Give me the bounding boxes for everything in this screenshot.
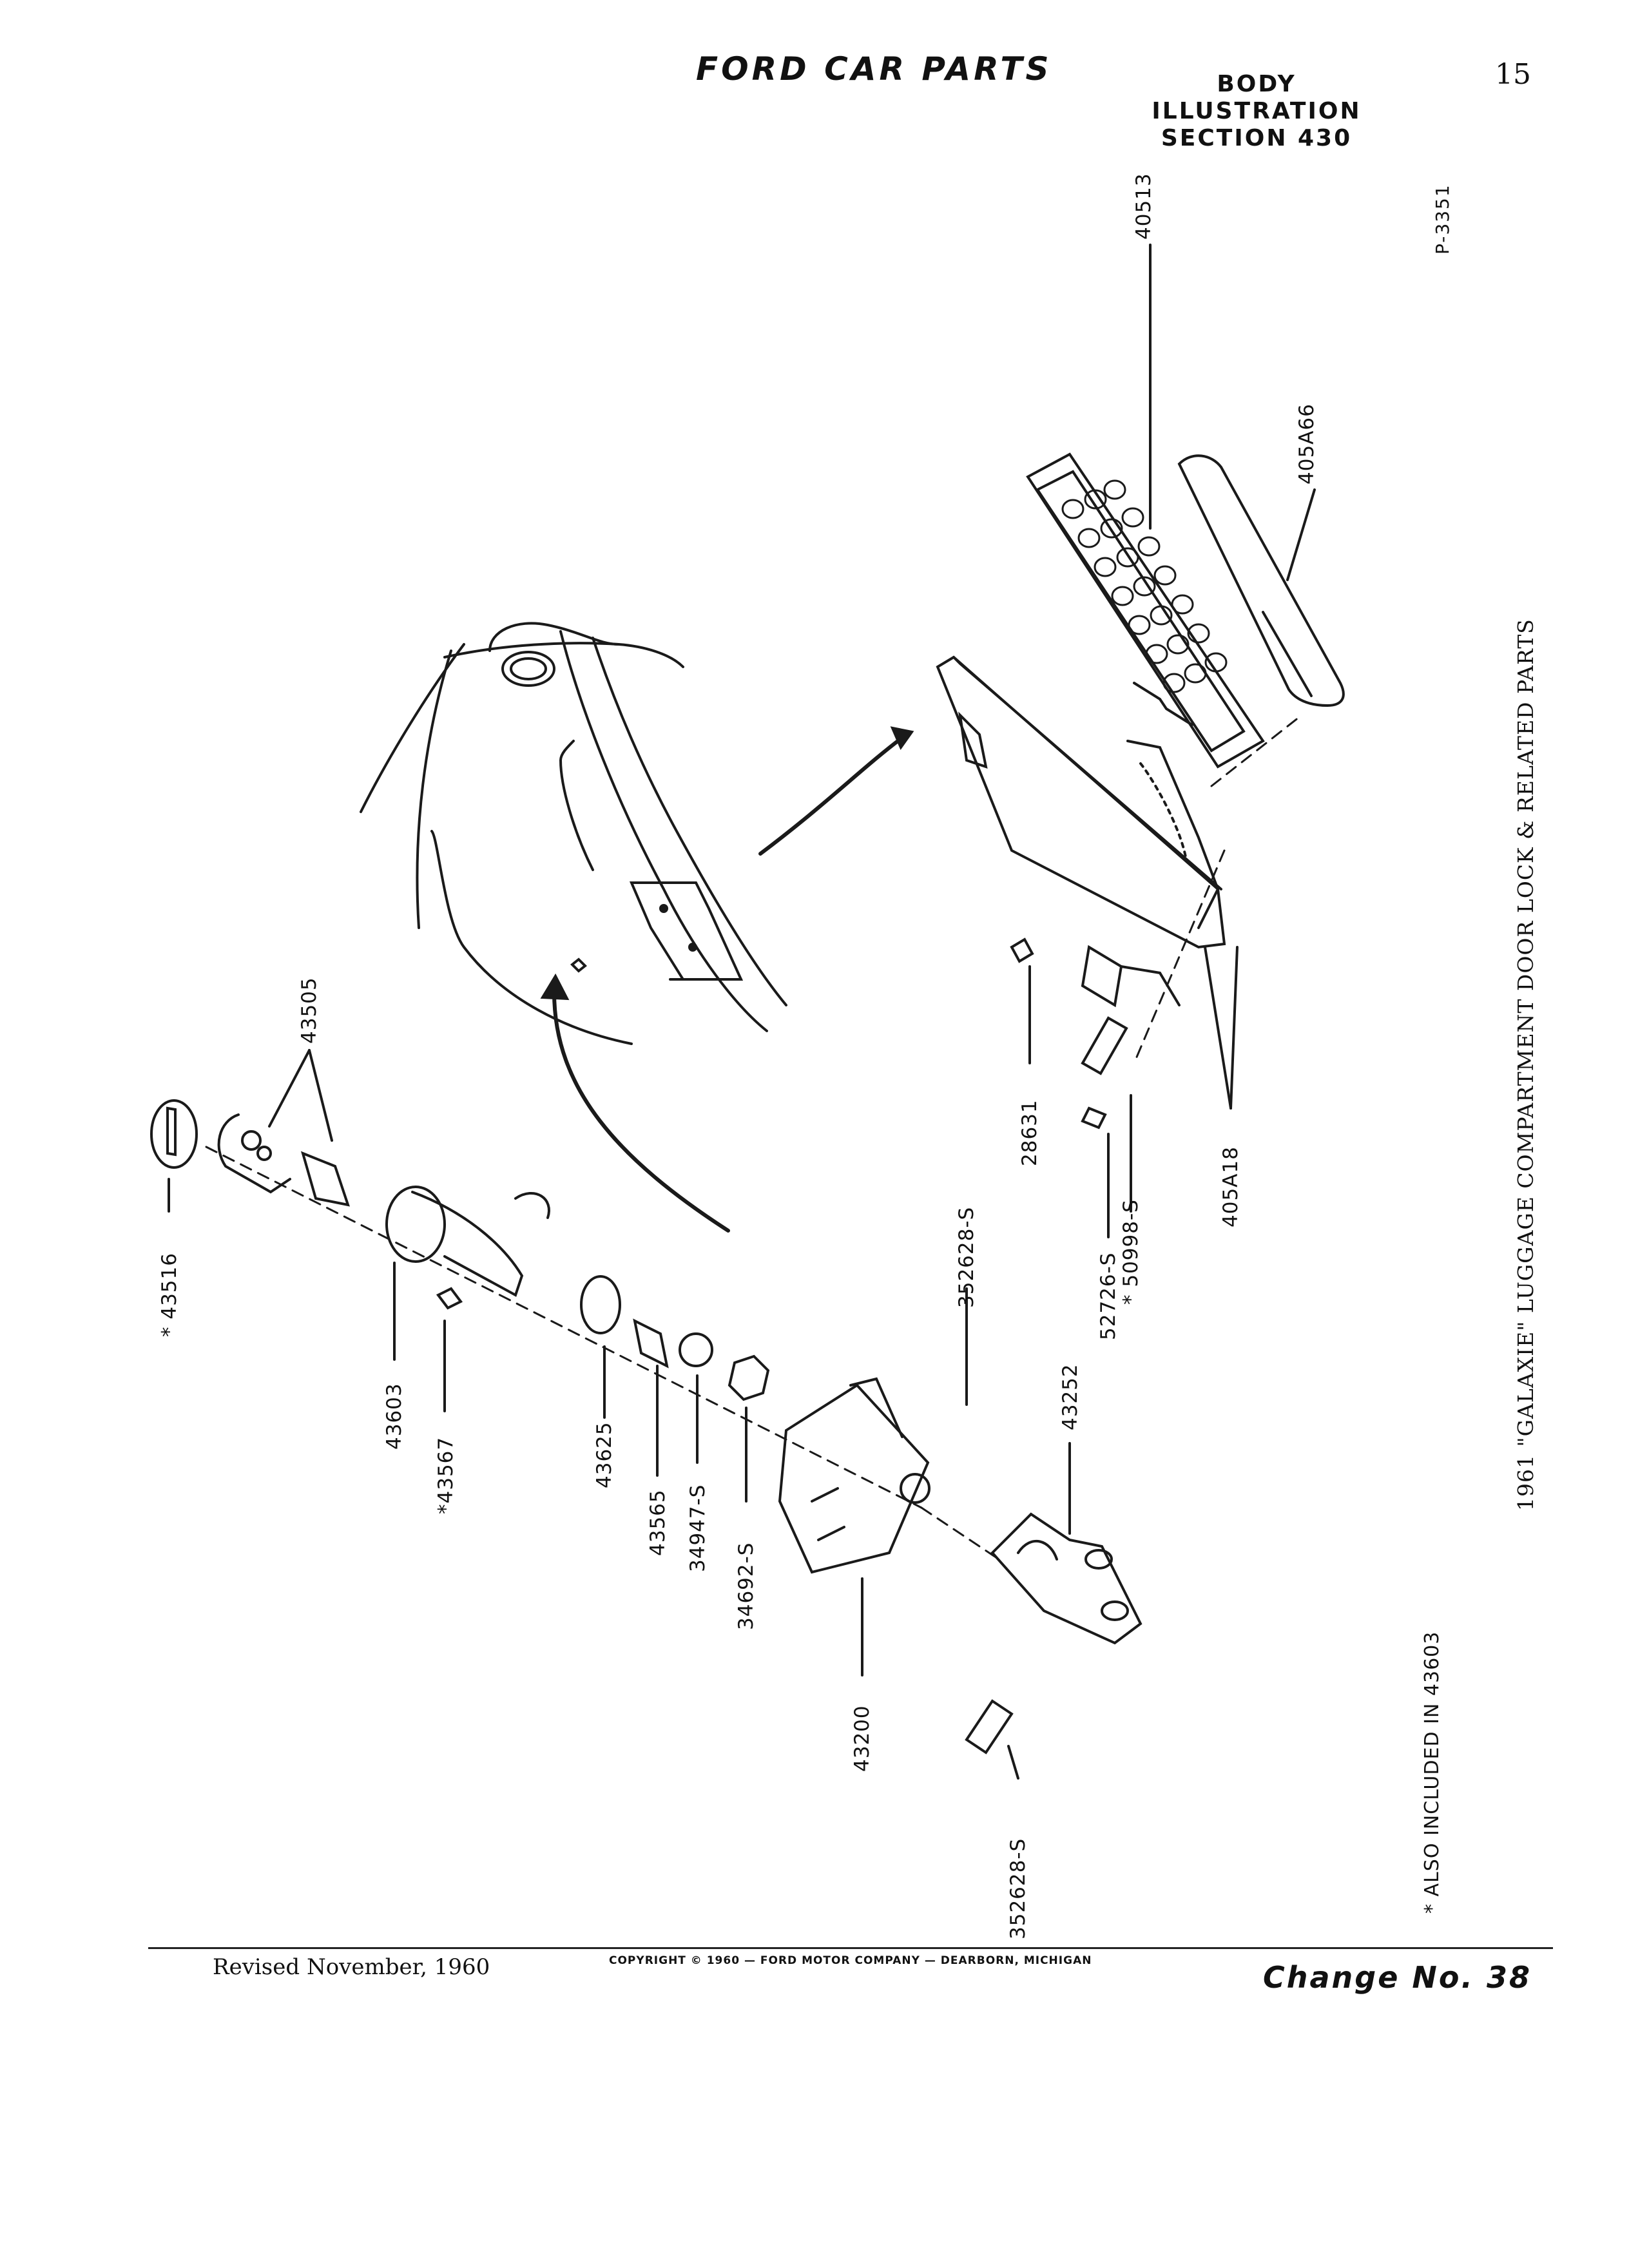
callout-43567: *43567	[434, 1436, 458, 1514]
revision-date: Revised November, 1960	[213, 1954, 490, 1980]
callout-405A18: 405A18	[1219, 1146, 1242, 1227]
callout-43505: 43505	[298, 977, 321, 1044]
bumper-pad-40513	[1028, 454, 1263, 767]
callout-352628-S-lower: 352628-S	[1007, 1838, 1030, 1939]
car-body-outline	[361, 623, 786, 1044]
illustration-title: 1961 "GALAXIE" LUGGAGE COMPARTMENT DOOR LOCK & RELATED PARTS	[1513, 619, 1538, 1511]
callout-28631: 28631	[1018, 1099, 1041, 1166]
callout-43565: 43565	[646, 1489, 670, 1556]
callout-43200: 43200	[851, 1705, 874, 1772]
change-number: Change No. 38	[1263, 1960, 1532, 1995]
copyright-notice: COPYRIGHT © 1960 — FORD MOTOR COMPANY — DEARBORN, MICHIGAN	[609, 1954, 1092, 1967]
callout-43625: 43625	[593, 1421, 616, 1488]
footer-rule	[148, 1947, 1553, 1949]
catalog-title: FORD CAR PARTS	[696, 50, 1052, 88]
section-heading-line2: SECTION 430	[1161, 125, 1353, 151]
callout-50998-S: * 50998-S	[1119, 1199, 1142, 1305]
callout-40513: 40513	[1132, 173, 1155, 240]
page-number: 15	[1495, 58, 1531, 91]
callout-43603: 43603	[383, 1383, 406, 1450]
plate-number: P-3351	[1432, 184, 1453, 255]
footnote: * ALSO INCLUDED IN 43603	[1421, 1631, 1443, 1914]
callout-34947-S: 34947-S	[686, 1484, 709, 1572]
callout-43252: 43252	[1059, 1363, 1082, 1430]
callout-352628-S-upper: 352628-S	[955, 1206, 978, 1308]
callout-405A66: 405A66	[1295, 403, 1318, 485]
callout-43516: * 43516	[158, 1253, 181, 1337]
section-heading-line1: BODY ILLUSTRATION	[1152, 71, 1362, 124]
callout-34692-S: 34692-S	[735, 1542, 758, 1630]
callout-52726-S: 52726-S	[1097, 1252, 1120, 1340]
